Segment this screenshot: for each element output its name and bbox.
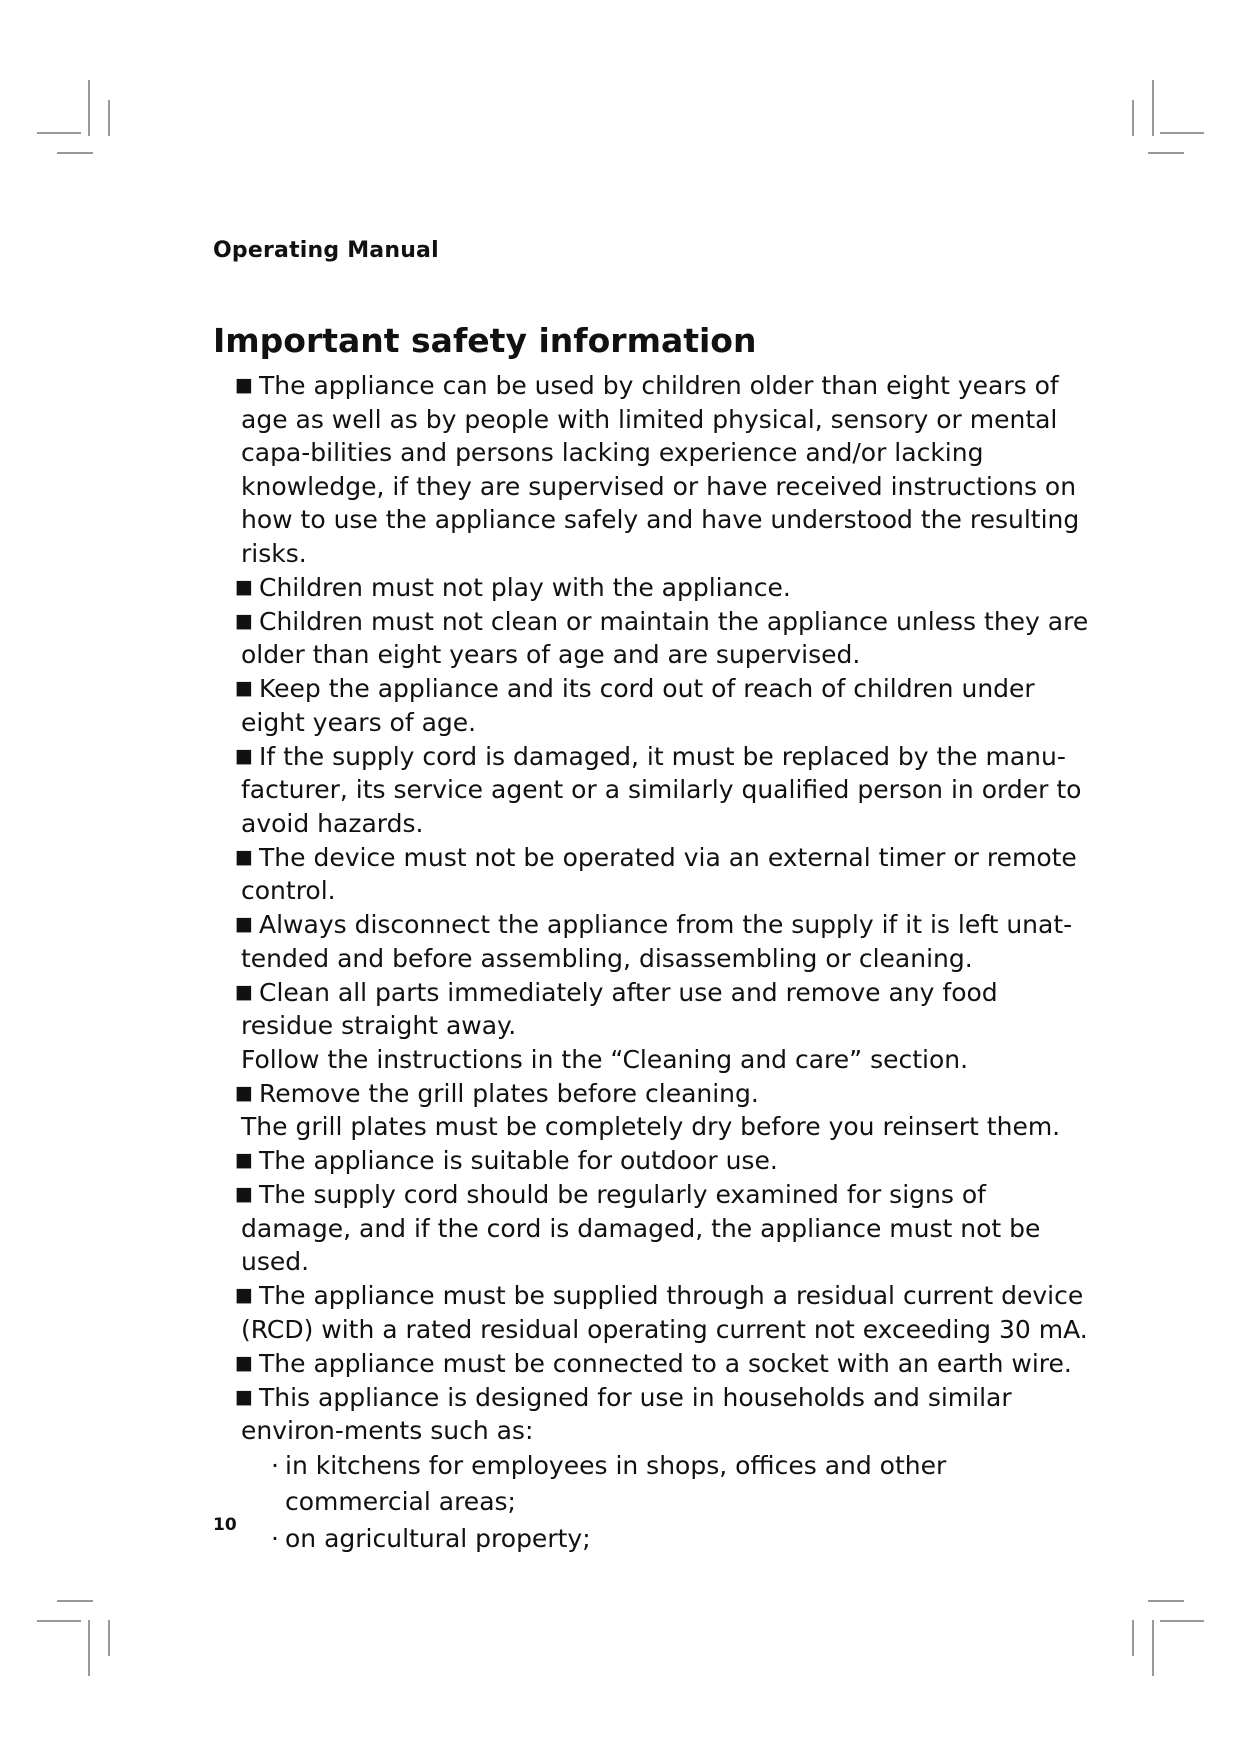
square-bullet-icon: ■	[235, 845, 253, 868]
square-bullet-icon: ■	[235, 1284, 253, 1306]
list-item-text: Remove the grill plates before cleaning.	[259, 1078, 759, 1108]
page-number: 10	[213, 1515, 237, 1535]
square-bullet-icon: ■	[235, 1183, 253, 1205]
page-title: Important safety information	[213, 321, 757, 360]
list-item	[236, 976, 1096, 1077]
list-item-text: The appliance is suitable for outdoor use.	[259, 1146, 778, 1175]
list-item-note: Follow the instructions in the “Cleaning and care” section.	[241, 1044, 969, 1074]
crop-mark	[57, 1600, 93, 1602]
sub-list	[241, 1448, 1096, 1558]
crop-mark	[1152, 80, 1154, 136]
sub-list-item	[241, 1448, 1096, 1521]
list-item-text: The appliance must be supplied through a residual current device (RCD) with a rated residual operating current not exceeding 30 mA.	[241, 1281, 1088, 1344]
list-item-text: Children must not clean or maintain the appliance unless they are older than eight years of age and are supervised.	[241, 606, 1089, 669]
list-item	[236, 908, 1096, 975]
list-item-text: The appliance can be used by children older than eight years of age as well as by people with limited physical, sensory or mental capa-bilities and persons lacking experience and/or lacking knowledge, if they are supervised or have received instructions on how to use the appliance safely and have understood the resulting risks.	[241, 371, 1080, 568]
square-bullet-icon: ■	[235, 913, 253, 935]
safety-list-container	[236, 369, 1096, 1558]
square-bullet-icon: ■	[235, 1081, 253, 1104]
list-item	[236, 605, 1096, 672]
safety-list	[236, 369, 1096, 1557]
sub-list-item-text: in kitchens for employees in shops, offices and other commercial areas;	[285, 1450, 947, 1516]
crop-mark	[1132, 1620, 1134, 1656]
list-item	[236, 571, 1096, 605]
square-bullet-icon: ■	[235, 1351, 253, 1374]
list-item-text: If the supply cord is damaged, it must be replaced by the manu-facturer, its service agent or a similarly qualified person in order to avoid hazards.	[241, 741, 1082, 838]
square-bullet-icon: ■	[235, 980, 253, 1003]
list-item-text: Children must not play with the appliance.	[259, 572, 791, 602]
list-item	[236, 1381, 1096, 1558]
list-item	[236, 841, 1096, 908]
list-item	[236, 1347, 1096, 1381]
list-item	[236, 1178, 1096, 1279]
square-bullet-icon: ■	[235, 609, 253, 632]
list-item	[236, 1279, 1096, 1346]
sub-list-item-text: on agricultural property;	[285, 1523, 591, 1553]
list-item-text: Clean all parts immediately after use and remove any food residue straight away.	[241, 977, 998, 1040]
square-bullet-icon: ■	[235, 677, 253, 699]
sub-list-item	[241, 1521, 1096, 1558]
crop-mark	[37, 132, 81, 134]
square-bullet-icon: ■	[235, 744, 253, 767]
crop-mark	[57, 152, 93, 154]
list-item-text: This appliance is designed for use in households and similar environ-ments such as:	[241, 1382, 1012, 1445]
crop-mark	[108, 1620, 110, 1656]
crop-mark	[1132, 100, 1134, 136]
list-item	[236, 369, 1096, 570]
running-header: Operating Manual	[213, 238, 439, 263]
list-item-text: Always disconnect the appliance from the supply if it is left unat-tended and before assembling, disassembling or cleaning.	[241, 910, 1073, 973]
crop-mark	[1152, 1620, 1154, 1676]
crop-mark	[88, 1620, 90, 1676]
list-item	[236, 740, 1096, 841]
list-item	[236, 1144, 1096, 1178]
square-bullet-icon: ■	[235, 1385, 253, 1408]
crop-mark	[108, 100, 110, 136]
crop-mark	[1160, 132, 1204, 134]
crop-mark	[88, 80, 90, 136]
list-item-text: The device must not be operated via an external timer or remote control.	[241, 842, 1077, 905]
square-bullet-icon: ■	[235, 374, 253, 396]
dot-bullet-icon: ·	[271, 1523, 279, 1553]
list-item	[236, 672, 1096, 739]
list-item	[236, 1077, 1096, 1144]
dot-bullet-icon: ·	[271, 1450, 279, 1480]
list-item-note: The grill plates must be completely dry before you reinsert them.	[241, 1112, 1061, 1141]
crop-mark	[1148, 152, 1184, 154]
list-item-text: The appliance must be connected to a socket with an earth wire.	[259, 1348, 1072, 1378]
list-item-text: The supply cord should be regularly examined for signs of damage, and if the cord is damaged, the appliance must not be used.	[241, 1180, 1041, 1276]
crop-mark	[1148, 1600, 1184, 1602]
square-bullet-icon: ■	[235, 575, 253, 598]
square-bullet-icon: ■	[235, 1149, 253, 1171]
crop-mark	[1160, 1620, 1204, 1622]
list-item-text: Keep the appliance and its cord out of reach of children under eight years of age.	[241, 674, 1035, 737]
crop-mark	[37, 1620, 81, 1622]
